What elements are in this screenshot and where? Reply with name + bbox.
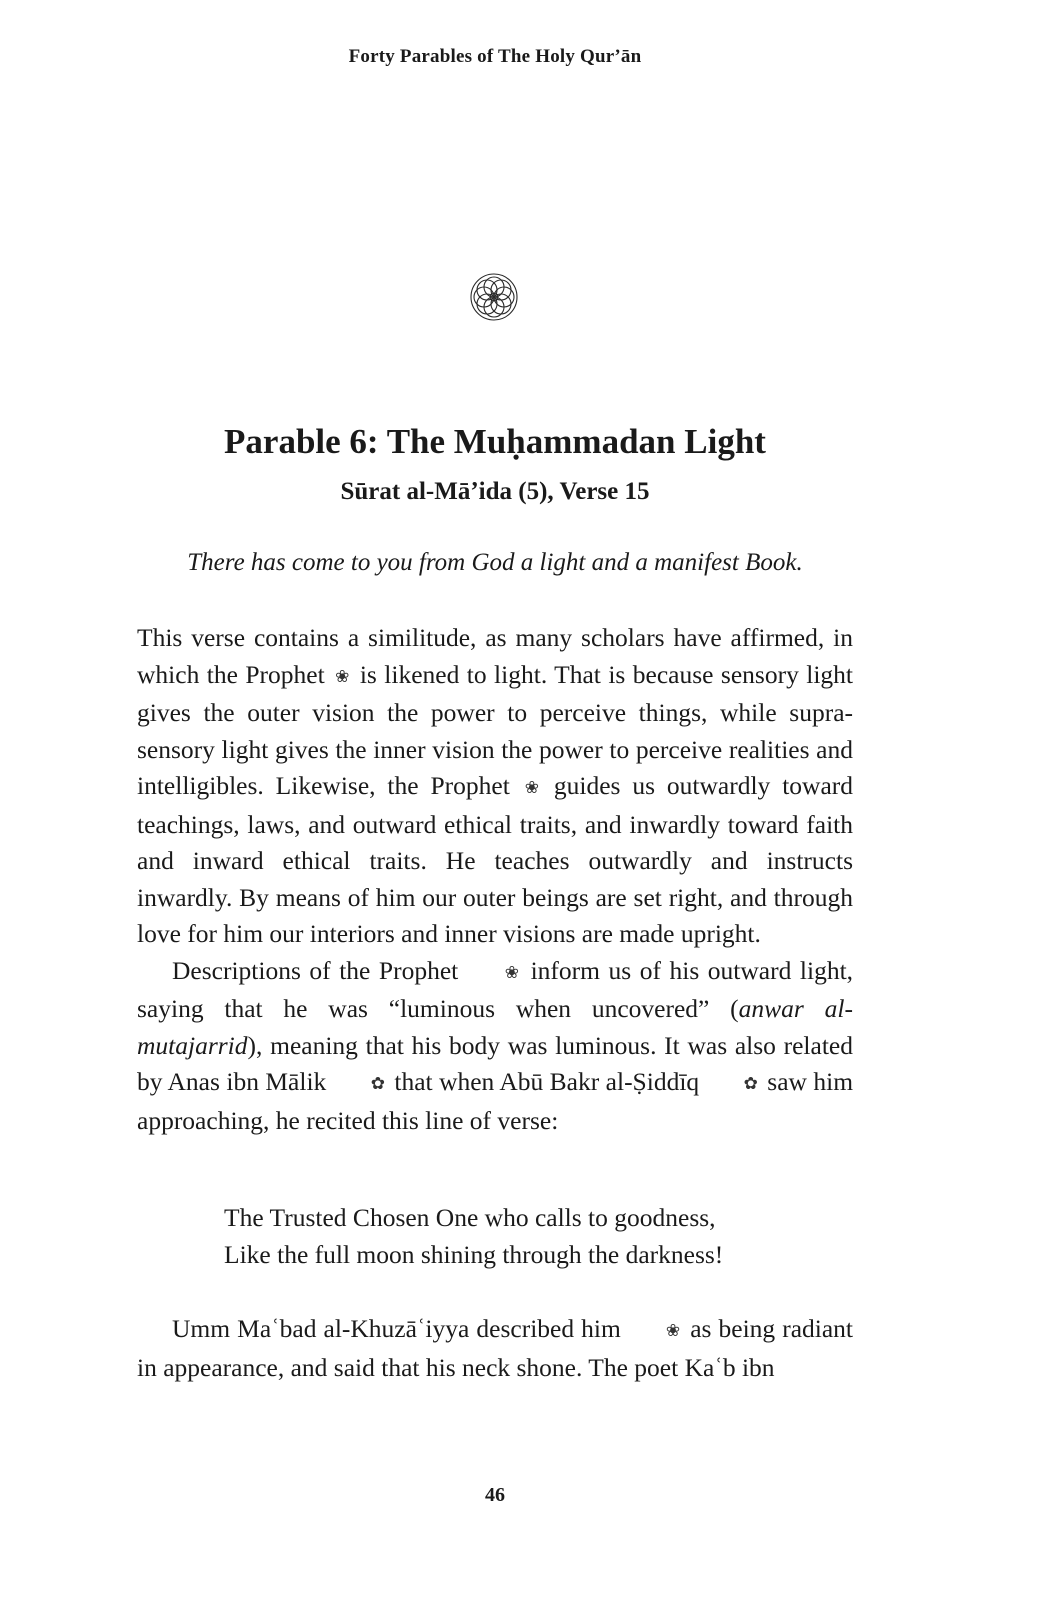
transliteration: anwar al-mutajarrid	[137, 994, 853, 1060]
poem-line: The Trusted Chosen One who calls to goodness,	[224, 1203, 716, 1232]
honorific-icon: ❀	[524, 778, 539, 797]
paragraph-2: Descriptions of the Prophet ❀ inform us of his outward light, saying that he was “luminous when uncovered” (anwar al-mutajarrid), meaning that his body was luminous. It was also related by Anas ibn Mālik ✿ that when Abū Bakr al-Ṣiddīq ✿ saw him approaching, he recited this line of verse:	[137, 955, 854, 1135]
honorific-icon: ❀	[335, 666, 350, 686]
page-number: 46	[485, 1484, 505, 1506]
body-text-top	[137, 620, 853, 1139]
paragraph-1: This verse contains a similitude, as many scholars have affirmed, in which the Prophet ❀ is likened to light. That is because sensory light gives the outer vision the power to perceive things, while supra-sensory light gives the inner vision the power to perceive realities and intelligibles. Likewise, the Prophet ❀ guides us outwardly toward teachings, laws, and outward ethical traits, and inwardly toward faith and inward ethical traits. He teaches outwardly and instructs inwardly. By means of him our outer beings are set right, and through love for him our interiors and inner visions are made upright.	[137, 623, 854, 948]
quran-verse-epigraph: There has come to you from God a light and a manifest Book.	[187, 549, 803, 576]
chapter-title: Parable 6: The Muḥammadan Light	[224, 422, 766, 461]
paragraph-3: Umm Maʿbad al-Khuzāʿiyya described him ❀ as being radiant in appearance, and said that his neck shone. The poet Kaʿb ibn	[137, 1314, 854, 1382]
chapter-subtitle: Sūrat al-Māʼida (5), Verse 15	[340, 478, 650, 505]
body-text-bottom	[137, 1311, 853, 1386]
honorific-icon: ❀	[504, 962, 520, 982]
running-head: Forty Parables of The Holy Qurʼān	[348, 46, 642, 67]
rosette-ornament-icon	[469, 272, 519, 322]
honorific-icon: ❀	[665, 1321, 681, 1340]
poem	[224, 1200, 864, 1273]
poem-line: Like the full moon shining through the darkness!	[224, 1239, 724, 1269]
honorific-icon: ✿	[370, 1074, 385, 1093]
honorific-icon: ✿	[743, 1074, 758, 1093]
